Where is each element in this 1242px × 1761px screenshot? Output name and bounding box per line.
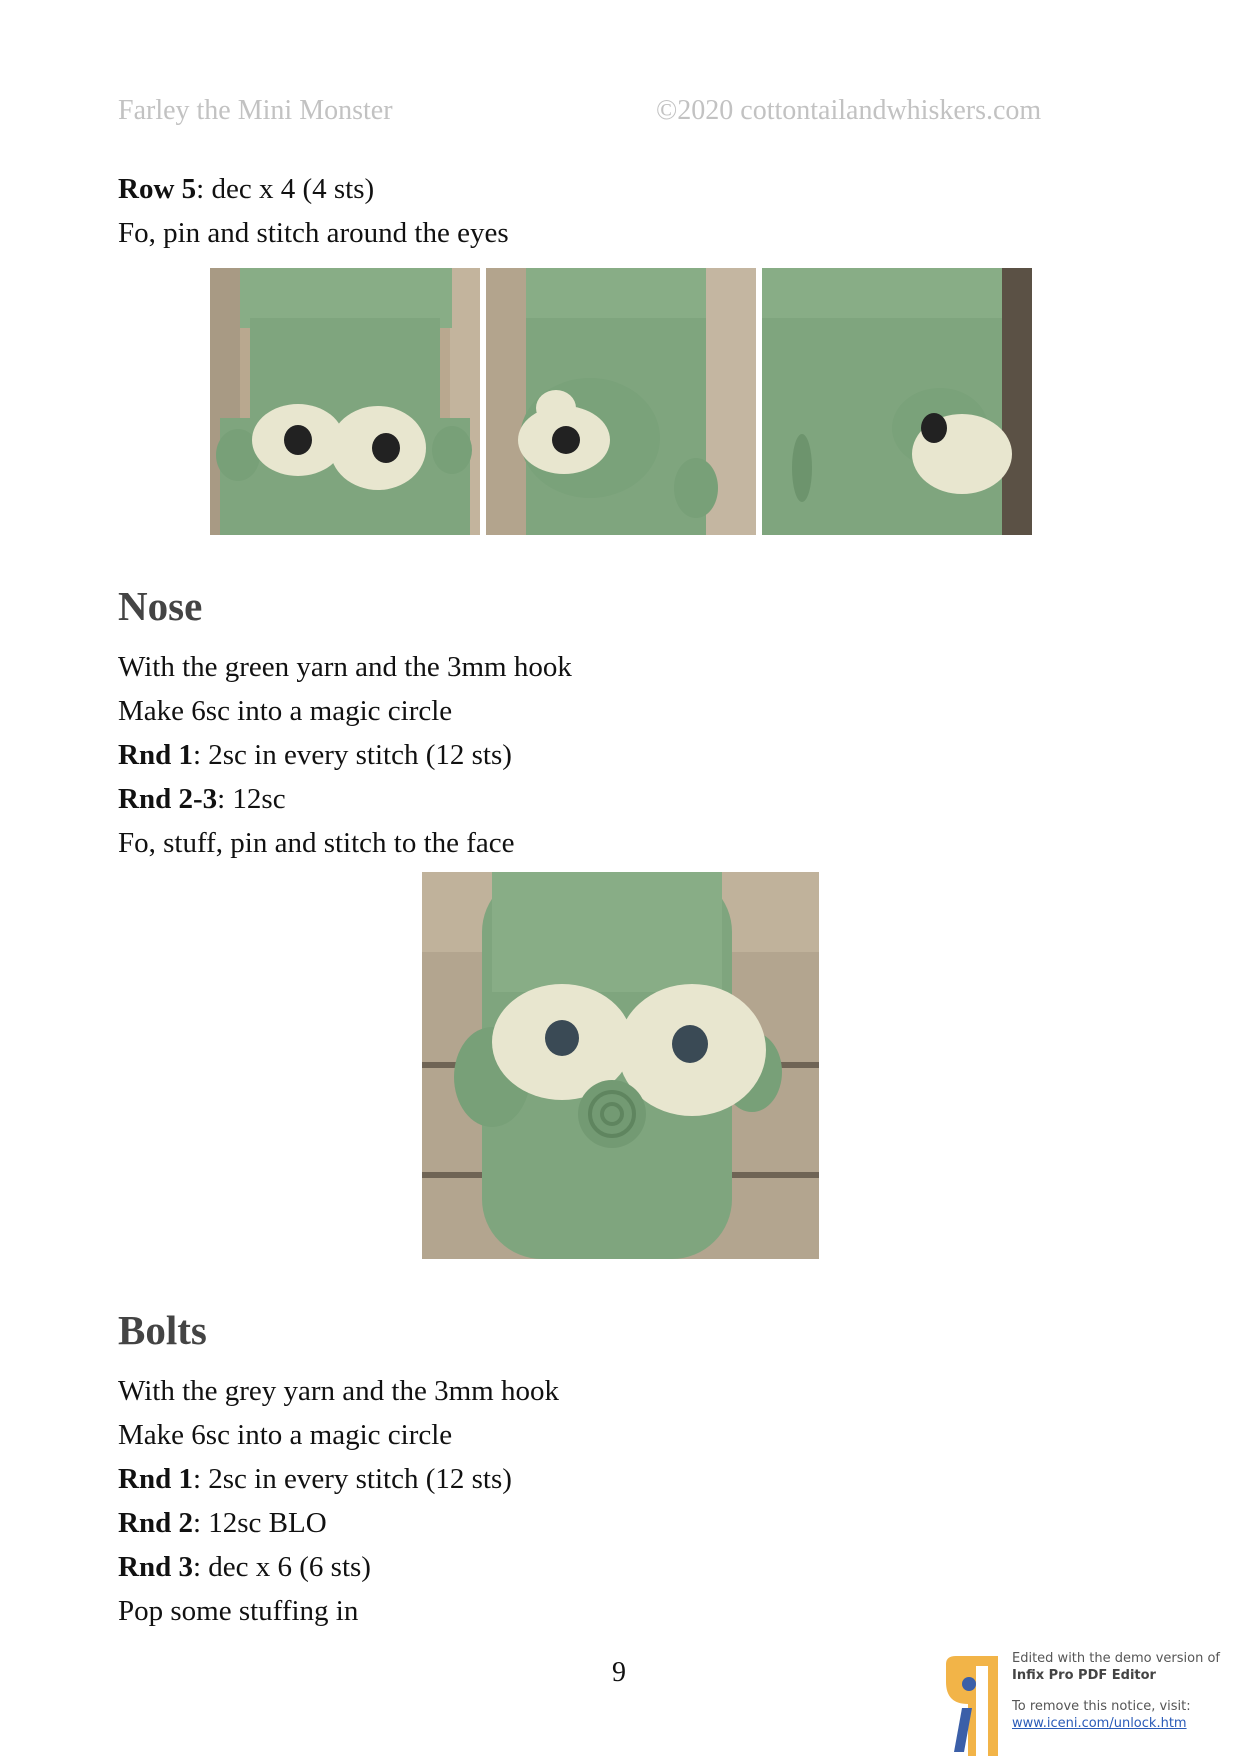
row5-line <box>118 172 374 206</box>
nose-line-3 <box>118 738 512 772</box>
nose-line-2: Make 6sc into a magic circle <box>118 695 453 727</box>
page-number: 9 <box>612 1657 626 1688</box>
notice-line-2: Infix Pro PDF Editor <box>1012 1668 1156 1683</box>
bolts-line-3 <box>118 1462 512 1496</box>
round-text: : dec x 6 (6 sts) <box>192 1551 371 1583</box>
notice-line-1: Edited with the demo version of <box>1012 1651 1221 1666</box>
round-label: Rnd 2 <box>118 1507 193 1539</box>
round-label: Rnd 3 <box>118 1551 193 1583</box>
nose-line-1: With the green yarn and the 3mm hook <box>118 651 572 683</box>
bolts-line-6: Pop some stuffing in <box>118 1595 359 1627</box>
eyes-photo-side-left <box>486 268 756 535</box>
row-text: : dec x 4 (4 sts) <box>196 173 375 205</box>
eyes-photo-front <box>210 268 480 535</box>
bolts-line-5 <box>118 1550 371 1584</box>
unlock-link[interactable]: www.iceni.com/unlock.htm <box>1012 1716 1187 1731</box>
nose-photo <box>422 872 819 1259</box>
bolts-line-1: With the grey yarn and the 3mm hook <box>118 1375 559 1407</box>
bolts-line-4 <box>118 1506 327 1540</box>
round-text: : 2sc in every stitch (12 sts) <box>192 739 512 771</box>
finish-line: Fo, pin and stitch around the eyes <box>118 217 509 249</box>
round-text: : 12sc <box>217 783 286 815</box>
nose-line-5: Fo, stuff, pin and stitch to the face <box>118 827 515 859</box>
bolts-heading: Bolts <box>118 1307 207 1353</box>
nose-heading: Nose <box>118 583 203 629</box>
bolts-line-2: Make 6sc into a magic circle <box>118 1419 453 1451</box>
row-label: Row 5 <box>118 173 197 205</box>
notice-line-3: To remove this notice, visit: <box>1012 1699 1191 1714</box>
round-label: Rnd 1 <box>118 739 193 771</box>
round-text: : 12sc BLO <box>192 1507 327 1539</box>
round-text: : 2sc in every stitch (12 sts) <box>192 1463 512 1495</box>
nose-line-4 <box>118 782 286 816</box>
header-title: Farley the Mini Monster <box>118 95 393 126</box>
header-copyright: ©2020 cottontailandwhiskers.com <box>656 95 1042 126</box>
round-label: Rnd 1 <box>118 1463 193 1495</box>
eyes-photo-side-right <box>762 268 1032 535</box>
round-label: Rnd 2-3 <box>118 783 218 815</box>
demo-notice <box>936 1648 1236 1757</box>
infix-logo-icon <box>936 1656 1008 1756</box>
